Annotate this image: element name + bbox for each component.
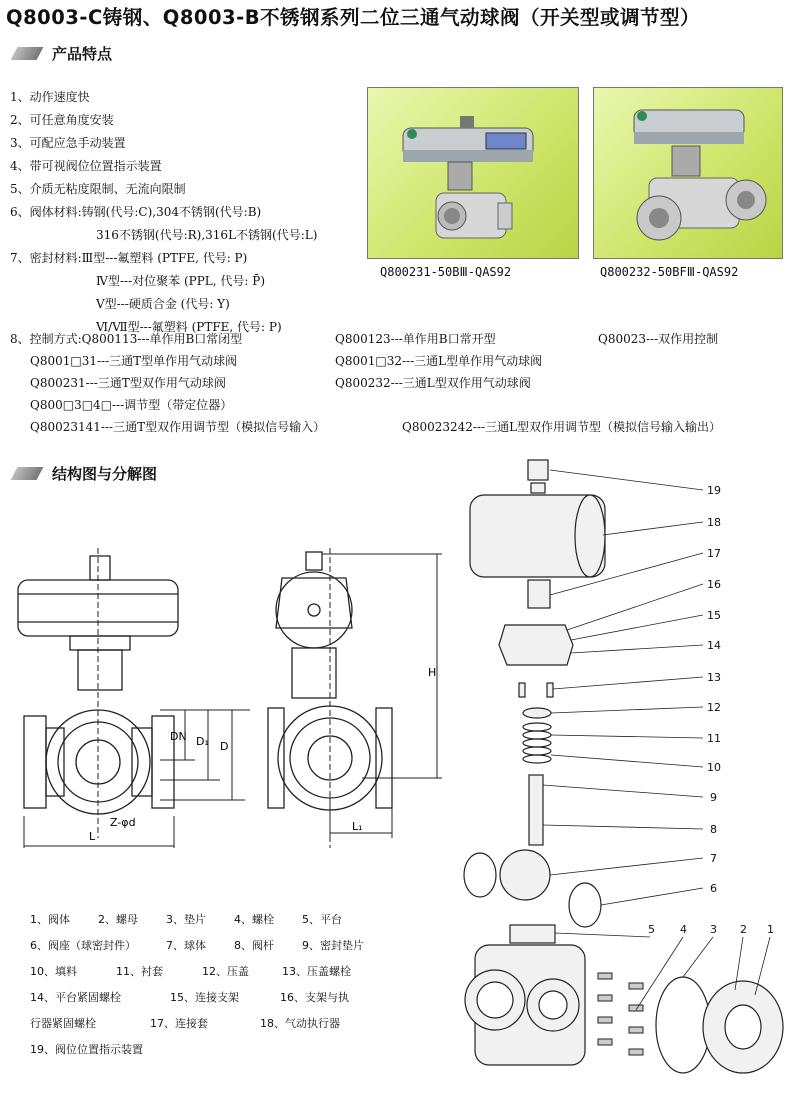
part-number: 12 (707, 701, 721, 714)
legend-item: 6、阀座（球密封件） (30, 939, 136, 952)
page-title: Q8003-C铸钢、Q8003-B不锈钢系列二位三通气动球阀（开关型或调节型） (6, 6, 701, 29)
legend-item: 16、支架与执 (280, 991, 349, 1004)
part-number: 7 (710, 852, 717, 865)
structure-heading-label: 结构图与分解图 (52, 465, 158, 483)
feature-item: 5、介质无粘度限制、无流向限制 (10, 182, 186, 196)
part-number: 15 (707, 609, 721, 622)
control-item: Q800231---三通T型双作用气动球阀 (30, 376, 226, 390)
photo-caption-t: Q800231-50BⅢ-QAS92 (380, 265, 512, 279)
control-item: Q800232---三通L型双作用气动球阀 (335, 376, 531, 390)
part-number: 8 (710, 823, 717, 836)
legend-row (30, 959, 364, 985)
legend-item: 9、密封垫片 (302, 939, 364, 952)
control-item: Q80023---双作用控制 (598, 332, 719, 346)
control-item: Q800□3□4□---调节型（带定位器） (30, 398, 233, 412)
part-number: 10 (707, 761, 721, 774)
legend-item: 5、平台 (302, 913, 342, 926)
part-number: 17 (707, 547, 721, 560)
legend-item: 13、压盖螺栓 (282, 965, 351, 978)
exploded-view-drawing (455, 455, 795, 1085)
legend-row (30, 907, 364, 933)
feature-item: 316不锈钢(代号:R),316L不锈钢(代号:L) (96, 228, 318, 242)
control-item: Q8001□31---三通T型单作用气动球阀 (30, 354, 238, 368)
control-item: Q800123---单作用B口常开型 (335, 332, 496, 346)
part-number: 5 (648, 923, 655, 936)
part-number: 14 (707, 639, 721, 652)
control-item: Q80023141---三通T型双作用调节型（模拟信号输入） (30, 420, 326, 434)
dim-bolt-label: Z-φd (110, 816, 136, 829)
control-item: Q80023242---三通L型双作用调节型（模拟信号输入输出） (402, 420, 722, 434)
feature-item: 3、可配应急手动装置 (10, 136, 126, 150)
dim-h-label: H (428, 666, 437, 679)
part-number: 3 (710, 923, 717, 936)
dimension-markers (160, 700, 250, 830)
legend-item: 8、阀杆 (234, 939, 274, 952)
legend-row (30, 1037, 364, 1063)
legend-item: 3、垫片 (166, 913, 206, 926)
legend-item: 4、螺栓 (234, 913, 274, 926)
product-photo-l (593, 87, 783, 259)
legend-item: 14、平台紧固螺栓 (30, 991, 121, 1004)
feature-item: 4、带可视阀位位置指示装置 (10, 159, 162, 173)
heading-mark-icon (11, 467, 44, 480)
side-view-drawing (262, 548, 462, 848)
feature-item: Ⅴ型---硬质合金 (代号: Y) (96, 297, 230, 311)
features-list (10, 86, 317, 339)
features-heading-label: 产品特点 (52, 45, 113, 63)
heading-mark-icon (11, 47, 44, 60)
legend-item: 1、阀体 (30, 913, 70, 926)
legend-item: 18、气动执行器 (260, 1017, 340, 1030)
dim-d1-label: D₁ (196, 735, 209, 748)
legend-item: 17、连接套 (150, 1017, 208, 1030)
control-item: 8、控制方式:Q800113---单作用B口常闭型 (10, 332, 243, 346)
valve-t-illustration (368, 88, 578, 258)
part-number: 4 (680, 923, 687, 936)
part-number: 18 (707, 516, 721, 529)
feature-item: 2、可任意角度安装 (10, 113, 114, 127)
part-number: 13 (707, 671, 721, 684)
part-number: 19 (707, 484, 721, 497)
dim-l1-label: L₁ (352, 820, 363, 833)
legend-item: 2、螺母 (98, 913, 138, 926)
legend-item: 12、压盖 (202, 965, 249, 978)
part-number: 2 (740, 923, 747, 936)
dim-dn-label: DN (170, 730, 187, 743)
legend-row (30, 1011, 364, 1037)
part-number: 16 (707, 578, 721, 591)
legend-item: 10、填料 (30, 965, 77, 978)
part-number: 1 (767, 923, 774, 936)
legend-item: 11、衬套 (116, 965, 163, 978)
part-number: 6 (710, 882, 717, 895)
control-item: Q8001□32---三通L型单作用气动球阀 (335, 354, 543, 368)
feature-item: 6、阀体材料:铸钢(代号:C),304不锈钢(代号:B) (10, 205, 262, 219)
structure-heading (14, 463, 157, 484)
legend-item: 19、阀位位置指示装置 (30, 1043, 143, 1056)
dim-l-label: L (89, 830, 96, 843)
product-photo-t (367, 87, 579, 259)
dim-d-label: D (220, 740, 229, 753)
features-heading (14, 43, 112, 64)
legend-item: 15、连接支架 (170, 991, 239, 1004)
valve-l-illustration (594, 88, 782, 258)
part-number: 9 (710, 791, 717, 804)
parts-legend (30, 907, 364, 1063)
legend-item: 行器紧固螺栓 (30, 1017, 96, 1030)
legend-row (30, 985, 364, 1011)
part-number: 11 (707, 732, 721, 745)
feature-item: Ⅵ/Ⅶ型---氟塑料 (PTFE, 代号: P) (96, 320, 282, 334)
feature-item: 7、密封材料:Ⅲ型---氟塑料 (PTFE, 代号: P) (10, 251, 248, 265)
feature-item: 1、动作速度快 (10, 90, 90, 104)
feature-item: Ⅳ型---对位聚苯 (PPL, 代号: P̄) (96, 274, 266, 288)
legend-item: 7、球体 (166, 939, 206, 952)
legend-row (30, 933, 364, 959)
photo-caption-l: Q800232-50BFⅢ-QAS92 (600, 265, 739, 279)
